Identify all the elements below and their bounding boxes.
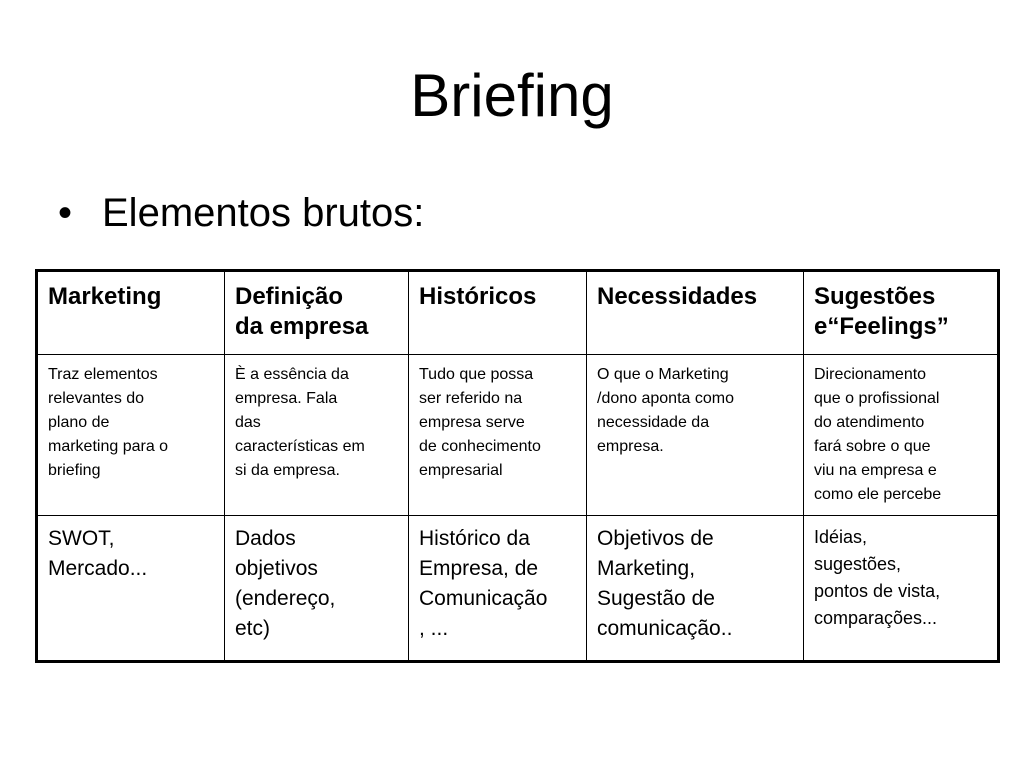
bullet-dot-icon: • [58, 191, 73, 235]
header-cell-marketing: Marketing [37, 271, 225, 355]
table-row-examples [37, 516, 999, 662]
table-cell: Tudo que possa ser referido na empresa serve de conhecimento empresarial [409, 355, 587, 516]
header-cell-necessidades: Necessidades [587, 271, 804, 355]
table-header-row [37, 271, 999, 355]
header-cell-definicao: Definição da empresa [225, 271, 409, 355]
table-cell: Direcionamento que o profissional do atendimento fará sobre o que viu na empresa e como ele percebe [804, 355, 999, 516]
table-cell: Dados objetivos (endereço, etc) [225, 516, 409, 662]
table-cell: O que o Marketing /dono aponta como necessidade da empresa. [587, 355, 804, 516]
table-cell: Idéias, sugestões, pontos de vista, comparações... [804, 516, 999, 662]
header-cell-sugestoes: Sugestões e“Feelings” [804, 271, 999, 355]
bullet-text: Elementos brutos: [102, 191, 425, 235]
table-cell: Traz elementos relevantes do plano de marketing para o briefing [37, 355, 225, 516]
table-cell: Objetivos de Marketing, Sugestão de comunicação.. [587, 516, 804, 662]
table-cell: È a essência da empresa. Fala das características em si da empresa. [225, 355, 409, 516]
briefing-table [35, 269, 1000, 663]
slide-title: Briefing [410, 62, 614, 129]
bullet-item [58, 188, 424, 238]
table-cell: Histórico da Empresa, de Comunicação , ... [409, 516, 587, 662]
header-cell-historicos: Históricos [409, 271, 587, 355]
table-row-descriptions [37, 355, 999, 516]
table-cell: SWOT, Mercado... [37, 516, 225, 662]
